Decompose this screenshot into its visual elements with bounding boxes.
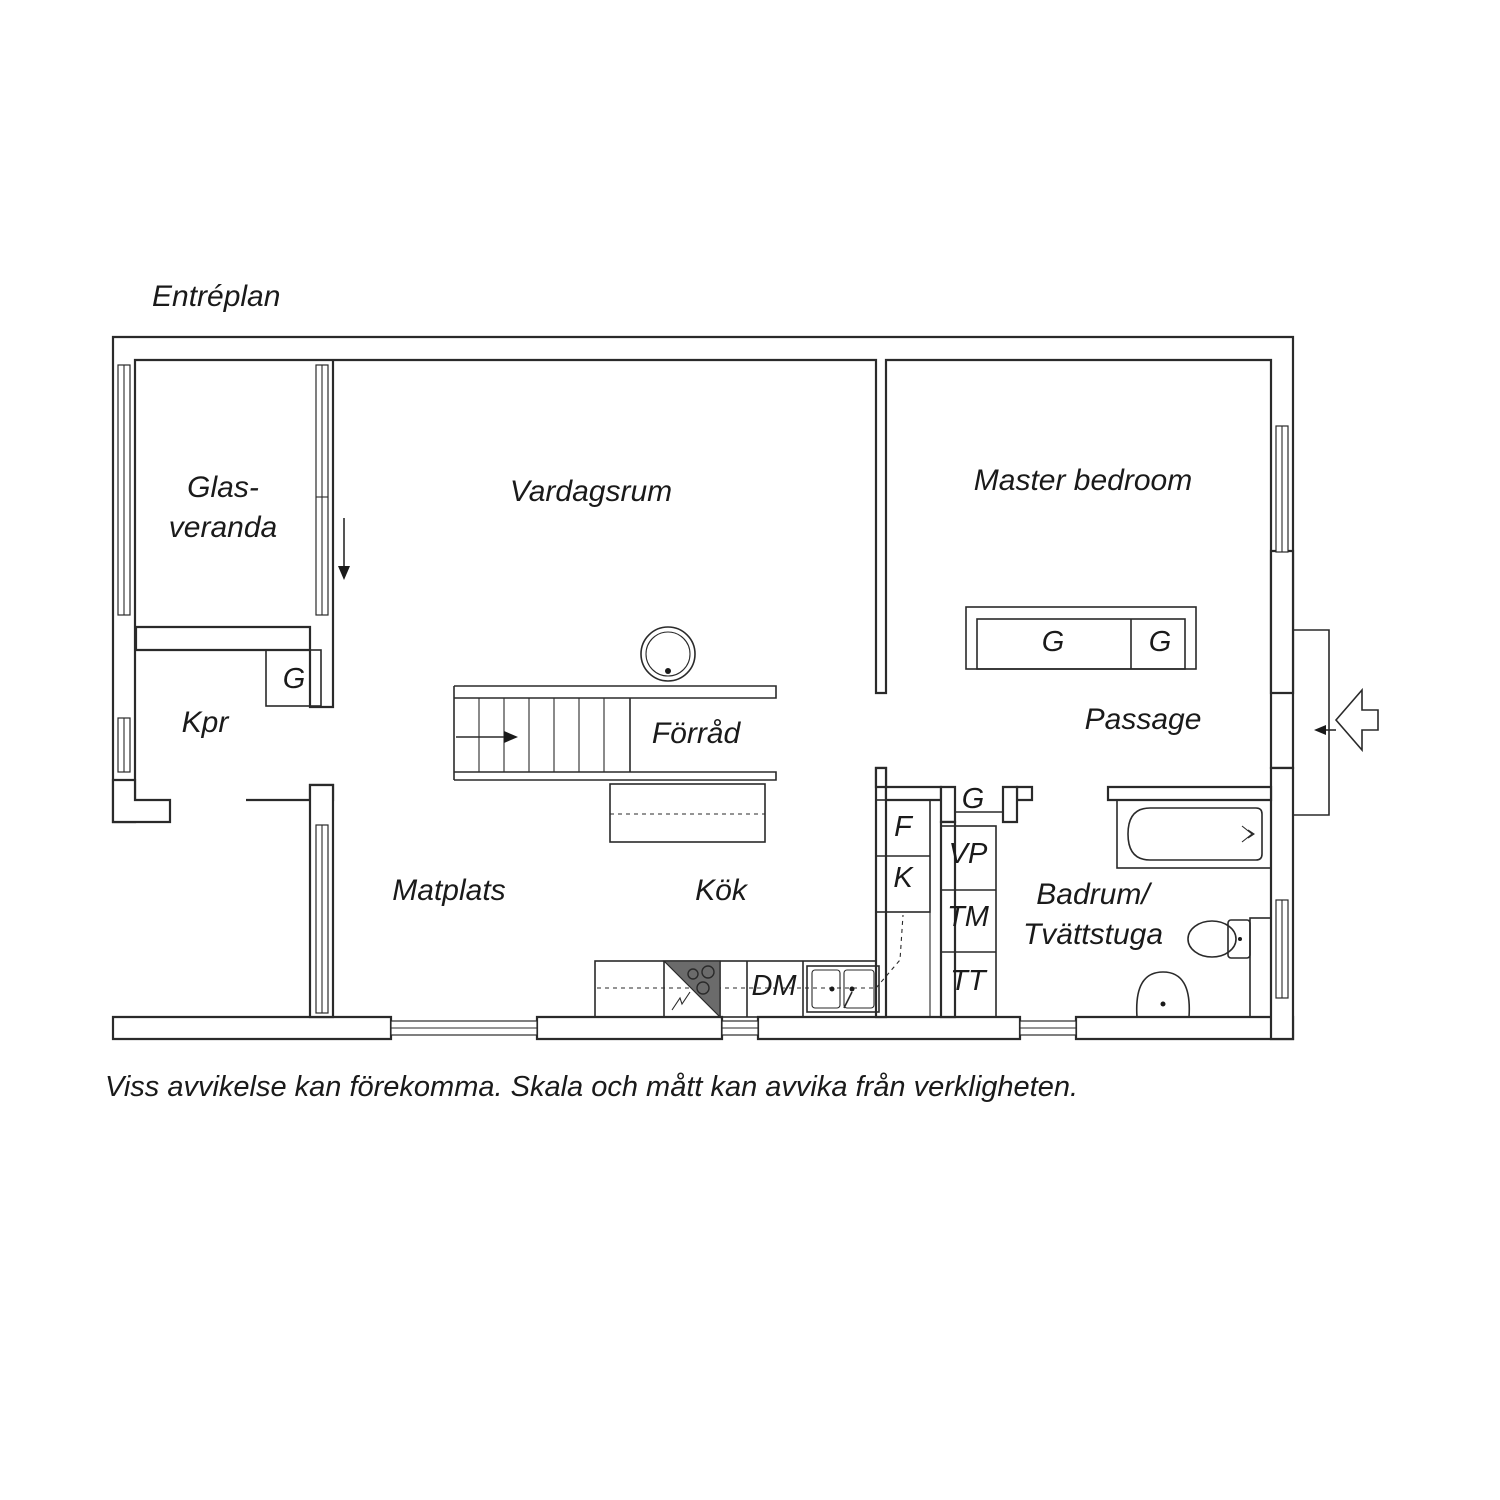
wardrobe-left-label: G [1041,626,1065,658]
room-passage: Passage [1084,703,1202,736]
toilet-icon [1188,918,1271,1017]
sink-icon [807,966,879,1012]
entrance [1293,630,1378,815]
shelf-unit [610,784,765,842]
tt-label: TT [950,965,986,997]
room-badrum-line2: Tvättstuga [1022,918,1164,951]
kpr-closet-label: G [282,663,306,695]
dishwasher-label: DM [751,970,797,1002]
plan-title: Entréplan [152,280,281,313]
disclaimer: Viss avvikelse kan förekomma. Skala och mått kan avvika från verkligheten. [105,1071,1079,1103]
room-master-bedroom: Master bedroom [973,464,1193,497]
wardrobe-right-label: G [1148,626,1172,658]
room-matplats: Matplats [392,874,506,907]
room-vardagsrum: Vardagsrum [509,475,673,508]
room-glasveranda-line1: Glas- [187,471,259,504]
washbasin-icon [1137,972,1190,1017]
room-forrad: Förråd [651,717,741,750]
entrance-arrow-icon [1314,725,1336,735]
arrow-down-icon [338,518,350,580]
room-kpr: Kpr [181,706,229,739]
bath-closet-label: G [961,783,985,815]
room-glasveranda-line2: veranda [168,511,278,544]
bathtub-icon [1117,800,1271,868]
round-fireplace [641,627,695,681]
vp-label: VP [948,838,988,870]
room-kok: Kök [695,874,747,907]
freezer-label: K [893,862,913,894]
stove-icon [664,961,720,1017]
tm-label: TM [947,901,989,933]
fridge-label: F [894,811,912,843]
room-badrum-line1: Badrum/ [1036,878,1150,911]
